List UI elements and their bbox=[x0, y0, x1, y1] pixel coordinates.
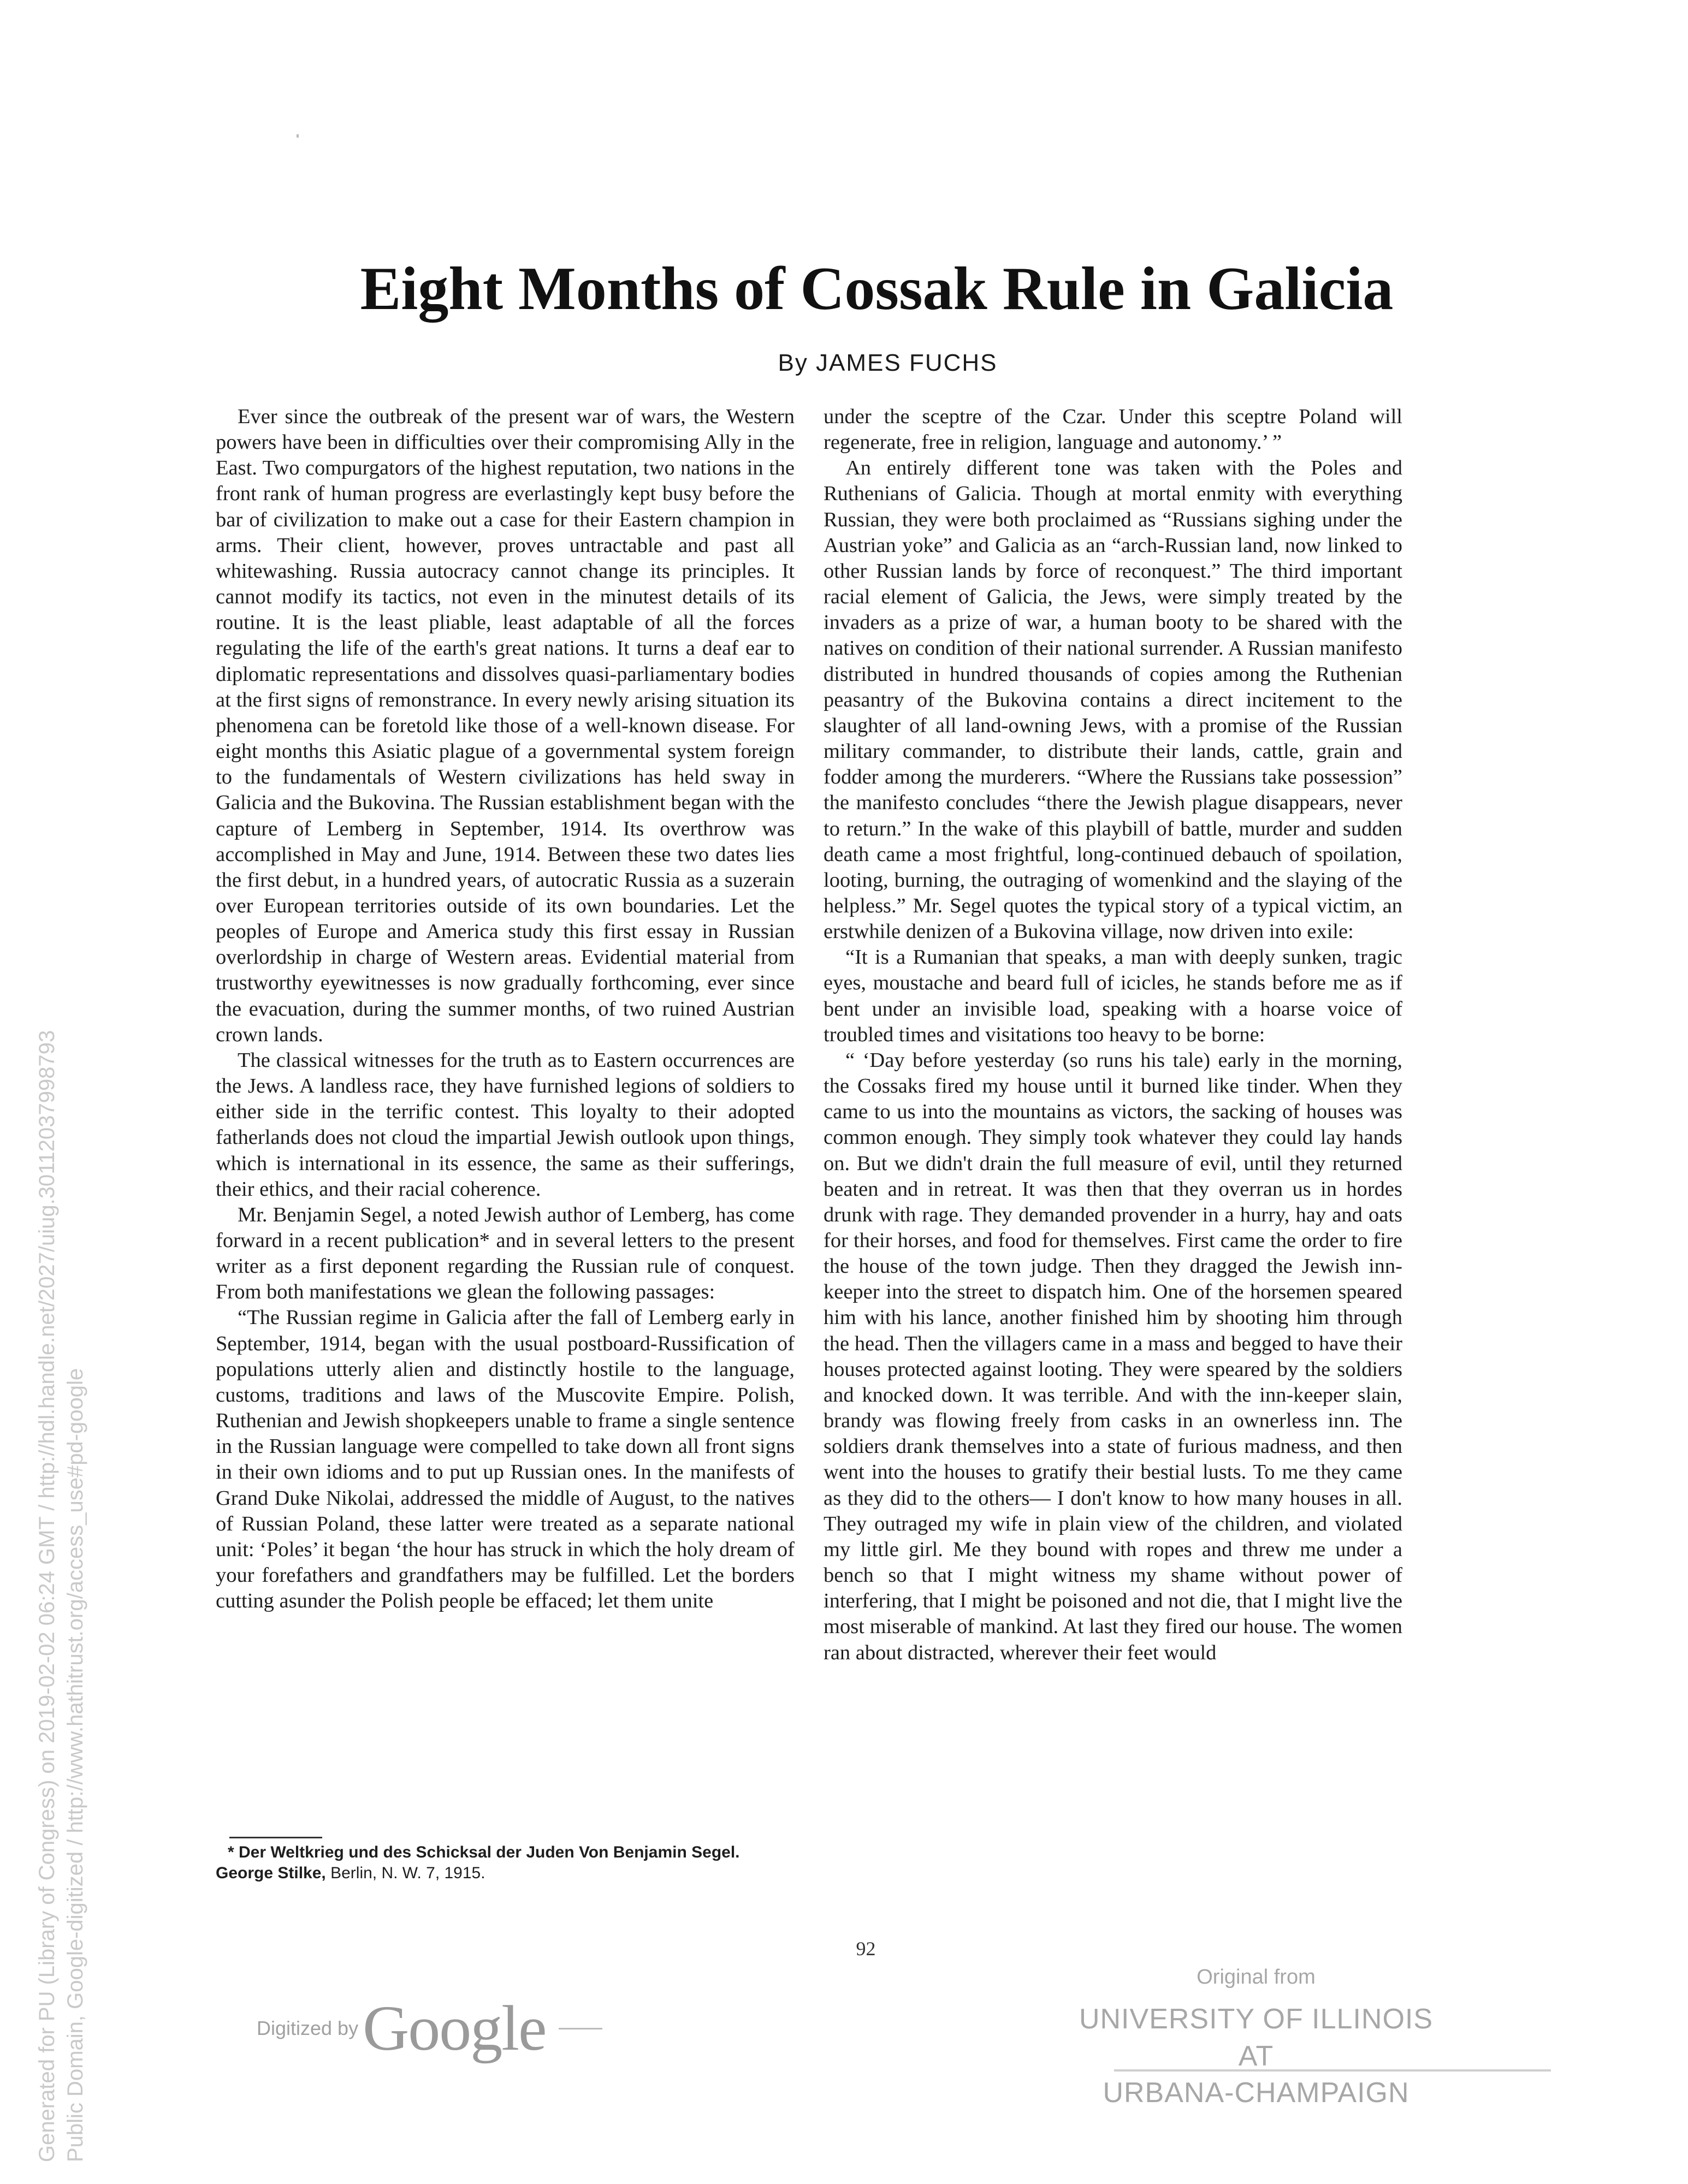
page-number: 92 bbox=[856, 1938, 876, 1960]
gutter-watermark bbox=[33, 1030, 90, 2162]
paragraph: Mr. Benjamin Segel, a noted Jewish author of Lemberg, has come forward in a recent publication* and in several letters to the present writer as a first deponent regarding the Russian rule of conquest. From both manifestations we glean the following passages: bbox=[216, 1203, 795, 1304]
footnote-place: Berlin, N. W. 7, 1915. bbox=[330, 1863, 485, 1882]
google-logo: Google bbox=[363, 1992, 546, 2064]
footnote-publisher: George Stilke, bbox=[216, 1863, 326, 1882]
paragraph: An entirely different tone was taken with the Poles and Ruthenians of Galicia. Though at mortal enmity with everything Russian, they were both proclaimed as “Russians sighing under the Austrian yoke” and Galicia as an “arch-Russian land, now linked to other Russian lands by force of reconquest.” The third important racial element of Galicia, the Jews, were simply treated by the invaders as a prize of war, a human booty to be shared with the natives on condition of their national surrender. A Russian manifesto distributed in hundred thousands of copies among the Ruthenian peasantry of the Bukovina contains a direct incitement to the slaughter of all land-owning Jews, with a promise of the Russian military commander, to distribute their lands, cattle, grain and fodder among the murderers. “Where the Russians take possession” the manifesto concludes “there the Jewish plague disappears, never to return.” In the wake of this playbill of battle, murder and sudden death came a most frightful, long-continued debauch of spoilation, looting, burning, the outraging of womenkind and the slaying of the helpless.” Mr. Segel quotes the typical story of a typical victim, an erstwhile denizen of a Bukovina village, now driven into exile: bbox=[824, 456, 1402, 943]
university-name: URBANA-CHAMPAIGN bbox=[1103, 2077, 1409, 2109]
paragraph: “It is a Rumanian that speaks, a man with deeply sunken, tragic eyes, moustache and beard full of icicles, he stands before me as if bent under an invisible load, speaking with a hoarse voice of troubled times and visitations too heavy to be borne: bbox=[824, 946, 1402, 1046]
article-byline: By JAMES FUCHS bbox=[778, 349, 998, 376]
article-title: Eight Months of Cossak Rule in Galicia bbox=[360, 255, 1394, 323]
paragraph: Ever since the outbreak of the present war of wars, the Western powers have been in difficulties over their compromising Ally in the East. Two compurgators of the highest reputation, two nations in the front rank of human progress are everlastingly kept busy before the bar of civilization to make out a case for their Eastern champion in arms. Their client, however, proves untractable and past all whitewashing. Russia autocracy cannot change its principles. It cannot modify its tactics, not even in the minutest details of its routine. It is the least pliable, least adaptable of all the forces regulating the life of the earth's great nations. It turns a deaf ear to diplomatic representations and dissolves quasi-parliamentary bodies at the first signs of remonstrance. In every newly arising situation its phenomena can be foretold like those of a well-known disease. For eight months this Asiatic plague of a governmental system foreign to the fundamentals of Western civilizations has held sway in Galicia and the Bukovina. The Russian establishment began with the capture of Lemberg in September, 1914. Its overthrow was accomplished in May and June, 1914. Between these two dates lies the first debut, in a hundred years, of autocratic Russia as a suzerain over European territories outside of its own boundaries. Let the peoples of Europe and America study this first essay in Russian overlordship in charge of Western areas. Evidential material from trustworthy eyewitnesses is now gradually forthcoming, ever since the evacuation, during the summer months, of two ruined Austrian crown lands. bbox=[216, 405, 795, 1046]
paragraph: “ ‘Day before yesterday (so runs his tale) early in the morning, the Cossaks fired my house until it burned like tinder. When they came to us into the mountains as victors, the sacking of houses was common enough. They simply took whatever they could lay hands on. But we didn't drain the full measure of evil, until they returned beaten and in retreat. It was then that they overran us in hordes drunk with rage. They demanded provender in a hurry, hay and oats for their horses, and food for themselves. First came the order to fire the house of the town judge. Then they dragged the Jewish inn-keeper into the street to dispatch him. One of the horsemen speared him with his lance, another finished him by shooting him through the head. Then the villagers came in a mass and begged to have their houses protected against looting. They were speared by the soldiers and knocked down. It was terrible. And with the inn-keeper slain, brandy was flowing freely from casks in an ownerless inn. The soldiers drank themselves into a state of furious madness, and then went into the houses to gratify their bestial lusts. To me they came as they did to the others— I don't know to how many houses in all. They outraged my wife in plain view of the children, and violated my little girl. Me they bound with ropes and threw me under a bench so that I might witness my shame without power of interfering, that I might be poisoned and not die, that I might live the most miserable of mankind. At last they fired our house. The women ran about distracted, wherever their feet would bbox=[824, 1048, 1402, 1664]
paragraph: The classical witnesses for the truth as to Eastern occurrences are the Jews. A landless race, they have furnished legions of soldiers to either side in the terrific contest. This loyalty to their adopted fatherlands does not cloud the impartial Jewish outlook upon things, which is international in its essence, the same as their sufferings, their ethics, and their racial coherence. bbox=[216, 1048, 795, 1201]
original-from-label: Original from bbox=[1197, 1966, 1316, 1989]
university-name: UNIVERSITY OF ILLINOIS AT bbox=[1079, 2003, 1434, 2072]
scan-line bbox=[1114, 2069, 1551, 2072]
footnote bbox=[216, 1842, 795, 1883]
left-column bbox=[216, 404, 795, 1614]
divider bbox=[559, 2028, 602, 2029]
gutter-line: Generated for PU (Library of Congress) on 2019-02-02 06:24 GMT / http://hdl.handle.net/2027/uiug.30112037998793 bbox=[35, 1030, 59, 2162]
gutter-line: Public Domain, Google-digitized / http://www.hathitrust.org/access_use#pd-google bbox=[63, 1368, 87, 2162]
paragraph: “The Russian regime in Galicia after the fall of Lemberg early in September, 1914, began with the usual postboard-Russification of populations utterly alien and distinctly hostile to the language, customs, traditions and laws of the Muscovite Empire. Polish, Ruthenian and Jewish shopkeepers unable to frame a single sentence in the Russian language were compelled to take down all front signs in their own idioms and to put up Russian ones. In the manifests of Grand Duke Nikolai, addressed the middle of August, to the natives of Russian Poland, these latter were treated as a separate national unit: ‘Poles’ it began ‘the hour has struck in which the holy dream of your forefathers and grandfathers may be fulfilled. Let the borders cutting asunder the Polish people be effaced; let them unite bbox=[216, 1306, 795, 1613]
digitized-by-watermark bbox=[257, 1993, 639, 2064]
paragraph: under the sceptre of the Czar. Under this sceptre Poland will regenerate, free in religion, language and autonomy.’ ” bbox=[824, 405, 1402, 454]
scan-speck bbox=[297, 134, 299, 138]
right-column bbox=[824, 404, 1402, 1666]
digitized-by-label: Digitized by bbox=[257, 2017, 359, 2039]
footnote-title: * Der Weltkrieg und des Schicksal der Juden Von Benjamin Segel. bbox=[228, 1843, 740, 1861]
original-from-watermark bbox=[1065, 1966, 1447, 2112]
footnote-rule bbox=[229, 1837, 322, 1838]
